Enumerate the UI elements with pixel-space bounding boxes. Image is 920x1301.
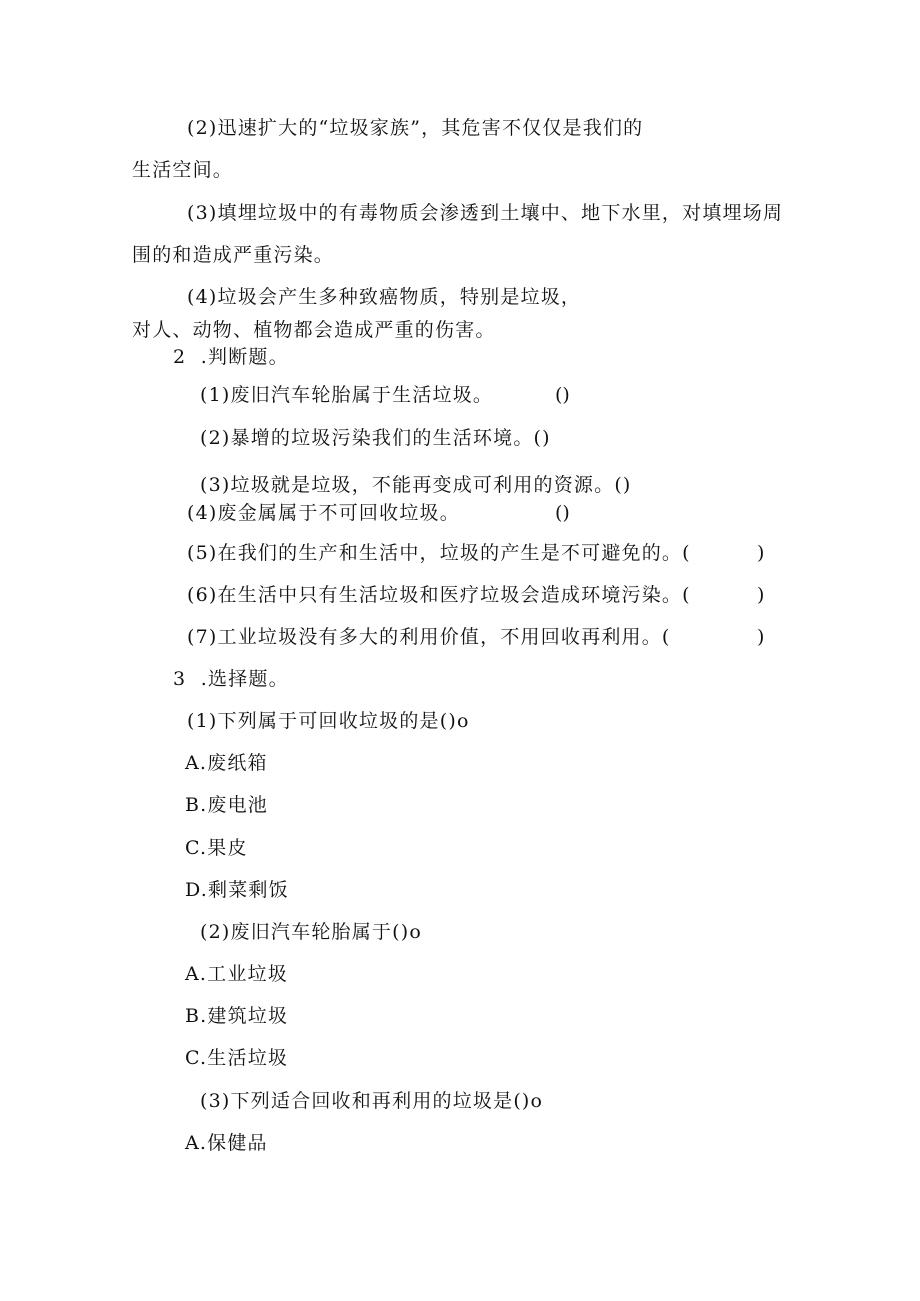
choice-question-1: (1)下列属于可回收垃圾的是()o [187,710,470,732]
judge-item-7-close: ) [757,626,765,648]
choice-q1-option-a: A.废纸箱 [185,752,268,774]
choice-q3-option-a: A.保健品 [185,1132,268,1154]
choice-q2-option-c: C.生活垃圾 [185,1047,289,1069]
judge-item-7: (7)工业垃圾没有多大的利用价值，不用回收再利用。( [187,626,671,648]
choice-question-2: (2)废旧汽车轮胎属于()o [200,921,422,943]
choice-heading: 3 .选择题。 [173,668,289,690]
choice-q2-option-a: A.工业垃圾 [185,963,288,985]
judge-item-1: (1)废旧汽车轮胎属于生活垃圾。 [200,384,494,406]
judge-item-2: (2)暴增的垃圾污染我们的生活环境。() [200,427,551,449]
judge-item-4: (4)废金属属于不可回收垃圾。 [187,502,460,524]
judge-item-1-paren: () [555,384,570,406]
judge-item-5-close: ) [757,542,765,564]
fill-question-3-continuation: 围的和造成严重污染。 [132,244,335,266]
fill-question-2-continuation: 生活空间。 [132,159,234,181]
choice-q1-option-b: B.废电池 [185,794,269,816]
choice-q1-option-d: D.剩菜剩饭 [185,879,289,901]
fill-question-4-continuation: 对人、动物、植物都会造成严重的伤害。 [132,319,496,341]
judge-item-6: (6)在生活中只有生活垃圾和医疗垃圾会造成环境污染。( [187,584,691,606]
judge-item-3: (3)垃圾就是垃圾，不能再变成可利用的资源。() [200,474,632,496]
fill-question-3: (3)填埋垃圾中的有毒物质会渗透到土壤中、地下水里，对填埋场周 [187,202,784,224]
judge-item-6-close: ) [757,584,765,606]
judge-heading: 2 .判断题。 [173,346,289,368]
choice-question-3: (3)下列适合回收和再利用的垃圾是()o [200,1090,544,1112]
choice-q2-option-b: B.建筑垃圾 [185,1005,289,1027]
fill-question-2: (2)迅速扩大的“垃圾家族”，其危害不仅仅是我们的 [187,117,644,139]
judge-item-4-paren: () [555,502,570,524]
fill-question-4: (4)垃圾会产生多种致癌物质，特别是垃圾， [187,286,582,308]
choice-q1-option-c: C.果皮 [185,837,248,859]
judge-item-5: (5)在我们的生产和生活中，垃圾的产生是不可避免的。( [187,542,691,564]
